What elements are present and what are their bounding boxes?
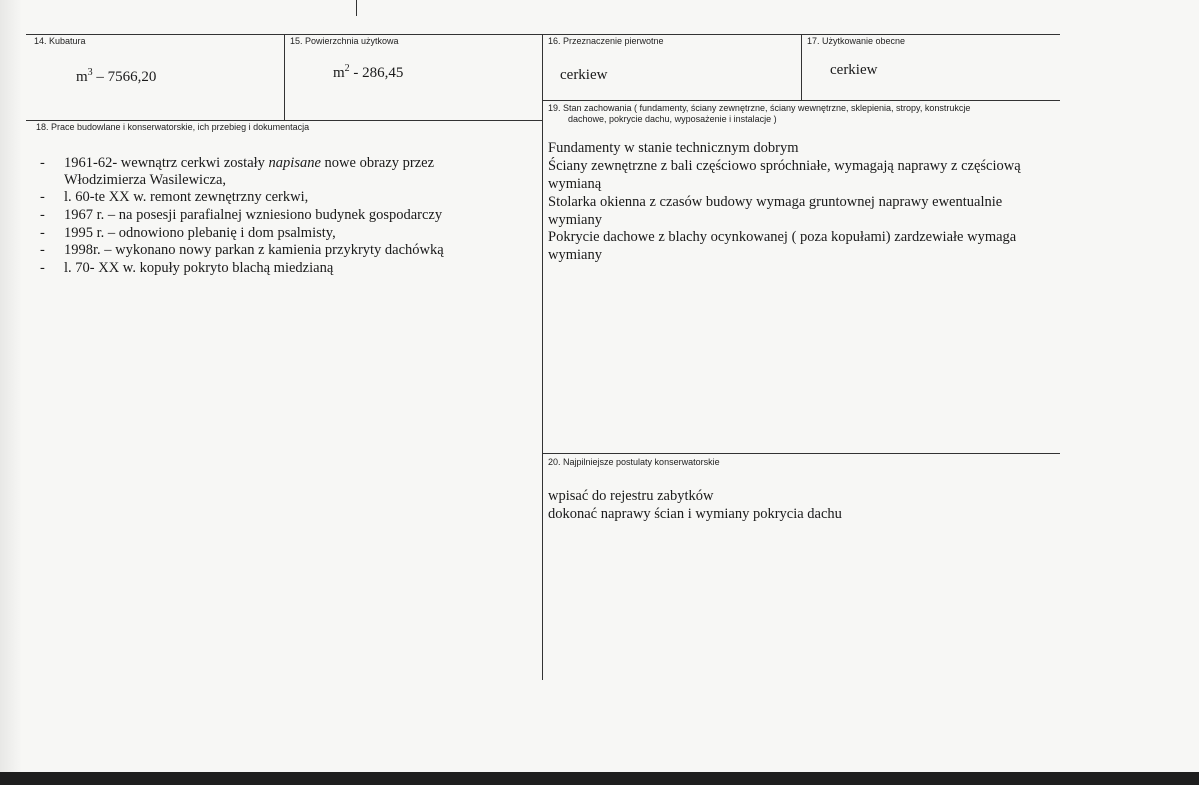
condition-line-1: Fundamenty w stanie technicznym dobrym xyxy=(548,140,799,156)
field-17-value: cerkiew xyxy=(830,62,878,78)
field-15-value: $m^2 - 286,45$ xyxy=(333,63,404,81)
field-14-value: $m^3 - 7566,20$ xyxy=(76,67,157,85)
scan-edge xyxy=(0,0,22,785)
work-item-5: 1998r. – wykonano nowy parkan z kamienia przykryty dachówką xyxy=(64,242,444,258)
field-17-label: 17. Użytkowanie obecne xyxy=(807,36,906,46)
col-divider-16-17 xyxy=(801,34,802,100)
list-bullet: - xyxy=(40,207,45,223)
list-bullet: - xyxy=(40,260,45,276)
condition-line-3: wymianą xyxy=(548,176,602,192)
list-bullet: - xyxy=(40,242,45,258)
row-divider-14-18 xyxy=(26,120,542,121)
work-item-6: l. 70- XX w. kopuły pokryto blachą miedzianą xyxy=(64,260,334,276)
field-15-label: 15. Powierzchnia użytkowa xyxy=(290,36,399,46)
list-bullet: - xyxy=(40,189,45,205)
field-16-label: 16. Przeznaczenie pierwotne xyxy=(548,36,664,46)
field-20-label: 20. Najpilniejsze postulaty konserwatorskie xyxy=(548,457,720,467)
condition-line-4: Stolarka okienna z czasów budowy wymaga gruntownej naprawy ewentualnie xyxy=(548,194,1003,210)
row-divider-16-19 xyxy=(542,100,1060,101)
row-divider-19-20 xyxy=(542,453,1060,454)
table-top-border xyxy=(26,34,1060,35)
condition-line-2: Ściany zewnętrzne z bali częściowo spróchniałe, wymagają naprawy z częściową xyxy=(548,158,1021,174)
postulate-line-2: dokonać naprawy ścian i wymiany pokrycia dachu xyxy=(548,506,842,522)
work-item-4: 1995 r. – odnowiono plebanię i dom psalmisty, xyxy=(64,225,336,241)
postulate-line-1: wpisać do rejestru zabytków xyxy=(548,488,714,504)
condition-line-5: wymiany xyxy=(548,212,602,228)
field-18-label: 18. Prace budowlane i konserwatorskie, ich przebieg i dokumentacja xyxy=(36,122,310,132)
col-divider-left-right xyxy=(542,34,543,680)
list-bullet: - xyxy=(40,155,45,171)
scan-bottom-edge xyxy=(0,772,1199,785)
list-bullet: - xyxy=(40,225,45,241)
field-19-label-line2: dachowe, pokrycie dachu, wyposażenie i instalacje ) xyxy=(568,114,777,124)
field-14-label: 14. Kubatura xyxy=(34,36,86,46)
top-tick xyxy=(356,0,357,16)
work-item-1-continued: Włodzimierza Wasilewicza, xyxy=(64,172,227,188)
condition-line-6: Pokrycie dachowe z blachy ocynkowanej ( poza kopułami) zardzewiałe wymaga xyxy=(548,229,1017,245)
work-item-2: l. 60-te XX w. remont zewnętrzny cerkwi, xyxy=(64,189,309,205)
col-divider-14-15 xyxy=(284,34,285,120)
work-item-1: 1961-62- wewnątrz cerkwi zostały napisane nowe obrazy przez xyxy=(64,155,435,171)
condition-line-7: wymiany xyxy=(548,247,602,263)
work-item-3: 1967 r. – na posesji parafialnej wzniesiono budynek gospodarczy xyxy=(64,207,443,223)
field-16-value: cerkiew xyxy=(560,67,608,83)
field-19-label-line1: 19. Stan zachowania ( fundamenty, ściany zewnętrzne, ściany wewnętrzne, sklepienia, stropy, konstrukcje xyxy=(548,103,971,113)
